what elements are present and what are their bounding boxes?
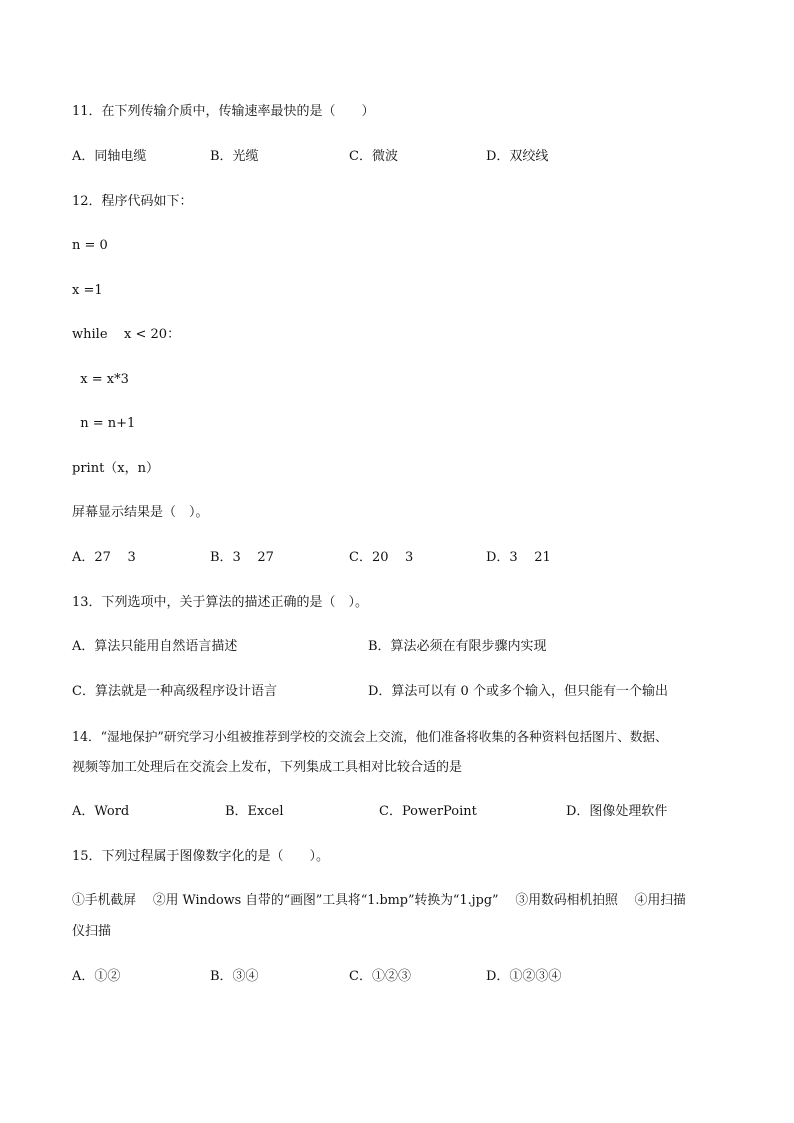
option-a: A．27 3 xyxy=(72,550,136,565)
option-a: A．Word xyxy=(72,804,130,819)
option-b: B．算法必须在有限步骤内实现 xyxy=(368,639,547,654)
question-stem: 12．程序代码如下： xyxy=(72,194,193,209)
option-c: C．PowerPoint xyxy=(379,804,477,819)
code-line: print（x，n） xyxy=(72,461,159,476)
option-d: D．双绞线 xyxy=(486,149,549,164)
question-stem: 13．下列选项中，关于算法的描述正确的是（ ）。 xyxy=(72,595,369,610)
question-items-line2: 仪扫描 xyxy=(72,924,112,939)
code-line: x =1 xyxy=(72,283,103,298)
option-b: B．3 27 xyxy=(210,550,274,565)
question-prompt: 屏幕显示结果是（ ）。 xyxy=(72,505,209,520)
option-c: C．微波 xyxy=(349,149,398,164)
option-a: A．同轴电缆 xyxy=(72,149,147,164)
option-c: C．①②③ xyxy=(349,969,411,984)
option-d: D．①②③④ xyxy=(486,969,562,984)
option-d: D．图像处理软件 xyxy=(566,804,668,819)
option-c: C．算法就是一种高级程序设计语言 xyxy=(72,684,277,699)
option-b: B．光缆 xyxy=(210,149,259,164)
option-a: A．①② xyxy=(72,969,121,984)
option-b: B．Excel xyxy=(225,804,284,819)
code-line: n = n+1 xyxy=(72,416,136,431)
option-d: D．3 21 xyxy=(486,550,551,565)
question-stem-line1: 14．“湿地保护”研究学习小组被推荐到学校的交流会上交流，他们准备将收集的各种资料包括图片、数据、 xyxy=(72,729,668,744)
code-line: x = x*3 xyxy=(72,372,129,387)
option-c: C．20 3 xyxy=(349,550,414,565)
option-d: D．算法可以有 0 个或多个输入，但只能有一个输出 xyxy=(368,684,668,699)
question-items-line1: ①手机截屏 ②用 Windows 自带的“画图”工具将“1.bmp”转换为“1.jpg” ③用数码相机拍照 ④用扫描 xyxy=(72,893,686,908)
code-line: n = 0 xyxy=(72,238,108,253)
option-a: A．算法只能用自然语言描述 xyxy=(72,639,238,654)
option-b: B．③④ xyxy=(210,969,259,984)
question-stem: 11．在下列传输介质中，传输速率最快的是（ ） xyxy=(72,104,375,119)
question-stem: 15．下列过程属于图像数字化的是（ ）。 xyxy=(72,849,330,864)
question-stem-line2: 视频等加工处理后在交流会上发布，下列集成工具相对比较合适的是 xyxy=(72,760,463,775)
code-line: while x < 20： xyxy=(72,327,181,342)
